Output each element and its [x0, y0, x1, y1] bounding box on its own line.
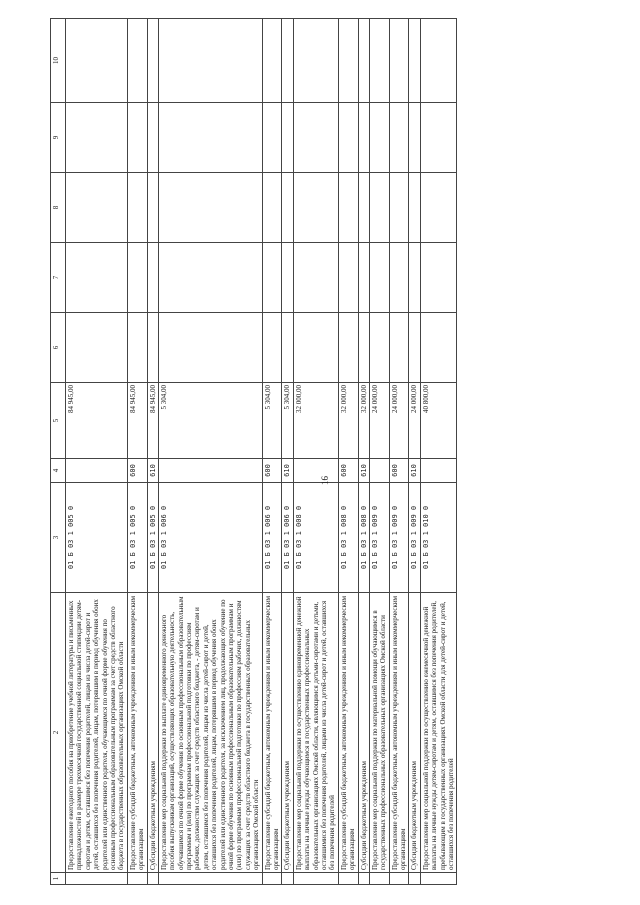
empty-cell	[127, 103, 147, 173]
row-amount: 40 800,00	[420, 383, 457, 459]
empty-cell	[389, 103, 409, 173]
row-description: Субсидии бюджетным учреждениям	[147, 593, 158, 873]
row-code: 01 Б 03 1 008 0	[293, 483, 338, 593]
empty-cell	[338, 243, 358, 313]
row-marker-cell	[338, 873, 358, 885]
empty-cell	[282, 103, 293, 173]
empty-cell	[358, 313, 369, 383]
row-marker-cell	[358, 873, 369, 885]
row-marker-cell	[420, 873, 457, 885]
row-amount: 5 304,00	[282, 383, 293, 459]
empty-cell	[369, 243, 389, 313]
row-description: Предоставление мер социальной поддержки по выплате единовременного денежного пособия выпускникам организаций, осуществляющих образовательную деятельность, обучавшимся по очной форме обучения по основным профессиональным образовательным программам и (или) по программам профессиональной подготовки по профессиям рабочих, должностям служащих за счет средств областного бюджета, - детям-сиротам и детям, оставшимся без попечения родителей, лицам из числа детей-сирот и детей, оставшихся без попечения родителей, лицам, потерявшим в период обучения обоих родителей или единственного родителя, за исключением лиц, продолжающих обучение по очной форме обучения по основным профессиональным образовательным программам и (или) по программам профессиональной подготовки по профессиям рабочих, должностям служащих за счет средств областного бюджета в государственных образовательных организациях Омской области	[158, 593, 262, 873]
empty-cell	[409, 243, 420, 313]
empty-cell	[158, 19, 262, 103]
empty-cell	[127, 173, 147, 243]
empty-cell	[262, 173, 282, 243]
row-amount: 32 000,00	[358, 383, 369, 459]
row-marker-cell	[262, 873, 282, 885]
row-amount: 84 945,00	[127, 383, 147, 459]
empty-cell	[338, 313, 358, 383]
row-expense-type	[158, 459, 262, 483]
row-expense-type: 600	[338, 459, 358, 483]
empty-cell	[66, 19, 128, 103]
row-code: 01 Б 03 1 008 0	[358, 483, 369, 593]
row-code: 01 Б 03 1 010 0	[420, 483, 457, 593]
row-expense-type: 600	[262, 459, 282, 483]
row-amount: 32 000,00	[293, 383, 338, 459]
empty-cell	[358, 173, 369, 243]
row-code: 01 Б 03 1 009 0	[409, 483, 420, 593]
row-code: 01 Б 03 1 009 0	[389, 483, 409, 593]
empty-cell	[127, 19, 147, 103]
empty-cell	[293, 19, 338, 103]
empty-cell	[389, 173, 409, 243]
empty-cell	[389, 19, 409, 103]
empty-cell	[409, 313, 420, 383]
row-code: 01 Б 03 1 006 0	[282, 483, 293, 593]
empty-cell	[282, 19, 293, 103]
empty-cell	[127, 313, 147, 383]
empty-cell	[282, 313, 293, 383]
empty-cell	[158, 243, 262, 313]
column-number: 8	[51, 173, 66, 243]
table-row	[409, 19, 420, 885]
row-amount: 5 304,00	[262, 383, 282, 459]
empty-cell	[358, 103, 369, 173]
empty-cell	[369, 103, 389, 173]
row-expense-type	[420, 459, 457, 483]
empty-cell	[389, 313, 409, 383]
row-expense-type	[369, 459, 389, 483]
empty-cell	[158, 313, 262, 383]
column-number: 6	[51, 313, 66, 383]
row-expense-type	[66, 459, 128, 483]
column-number: 7	[51, 243, 66, 313]
empty-cell	[262, 243, 282, 313]
row-amount: 24 000,00	[369, 383, 389, 459]
empty-cell	[66, 313, 128, 383]
empty-cell	[293, 243, 338, 313]
table-row	[293, 19, 338, 885]
row-description: Предоставление субсидий бюджетным, автономным учреждениям и иным некоммерческим организациям	[338, 593, 358, 873]
row-code: 01 Б 03 1 005 0	[127, 483, 147, 593]
page-number: 16	[320, 476, 330, 485]
table-row	[262, 19, 282, 885]
row-description: Субсидии бюджетным учреждениям	[358, 593, 369, 873]
empty-cell	[147, 313, 158, 383]
empty-cell	[282, 173, 293, 243]
row-description: Предоставление мер социальной поддержки по осуществлению единовременной денежной выплаты на личные нужды обучающимся в государственных профессиональных образовательных организациях Омской области, являющимся детьми-сиротами и детьми, оставшимися без попечения родителей, лицами из числа детей-сирот и детей, оставшихся без попечения родителей	[293, 593, 338, 873]
empty-cell	[147, 243, 158, 313]
corner-cell: 1	[51, 873, 66, 885]
empty-cell	[147, 19, 158, 103]
table-row	[282, 19, 293, 885]
empty-cell	[358, 19, 369, 103]
empty-cell	[282, 243, 293, 313]
empty-cell	[66, 243, 128, 313]
empty-cell	[369, 313, 389, 383]
empty-cell	[420, 19, 457, 103]
empty-cell	[293, 313, 338, 383]
empty-cell	[66, 103, 128, 173]
row-amount: 84 945,00	[147, 383, 158, 459]
row-code: 01 Б 03 1 006 0	[158, 483, 262, 593]
row-marker-cell	[66, 873, 128, 885]
empty-cell	[158, 173, 262, 243]
row-code: 01 Б 03 1 005 0	[66, 483, 128, 593]
row-description: Предоставление субсидий бюджетным, автономным учреждениям и иным некоммерческим организациям	[262, 593, 282, 873]
empty-cell	[420, 313, 457, 383]
row-marker-cell	[282, 873, 293, 885]
column-number-row	[51, 19, 66, 885]
row-description: Субсидии бюджетным учреждениям	[282, 593, 293, 873]
empty-cell	[127, 243, 147, 313]
row-description: Предоставление мер социальной поддержки по осуществлению ежемесячной денежной выплаты на личные нужды детям-сиротам и детям, оставшимся без попечения родителей, пребывающим в государственных организациях Омской области для детей-сирот и детей, оставшихся без попечения родителей	[420, 593, 457, 873]
empty-cell	[147, 103, 158, 173]
empty-cell	[147, 173, 158, 243]
empty-cell	[262, 313, 282, 383]
empty-cell	[420, 243, 457, 313]
row-expense-type: 610	[409, 459, 420, 483]
column-number: 2	[51, 593, 66, 873]
row-code: 01 Б 03 1 005 0	[147, 483, 158, 593]
row-amount: 32 000,00	[338, 383, 358, 459]
empty-cell	[338, 19, 358, 103]
empty-cell	[389, 243, 409, 313]
row-expense-type: 600	[127, 459, 147, 483]
table-row	[389, 19, 409, 885]
row-marker-cell	[127, 873, 147, 885]
row-marker-cell	[158, 873, 262, 885]
table-row	[338, 19, 358, 885]
row-marker-cell	[369, 873, 389, 885]
row-expense-type: 610	[358, 459, 369, 483]
table-row	[147, 19, 158, 885]
empty-cell	[66, 173, 128, 243]
row-expense-type	[293, 459, 338, 483]
empty-cell	[420, 103, 457, 173]
column-number: 9	[51, 103, 66, 173]
row-code: 01 Б 03 1 009 0	[369, 483, 389, 593]
table-row	[158, 19, 262, 885]
empty-cell	[409, 19, 420, 103]
empty-cell	[369, 19, 389, 103]
row-description: Субсидии бюджетным учреждениям	[409, 593, 420, 873]
column-number: 4	[51, 459, 66, 483]
row-marker-cell	[293, 873, 338, 885]
table-row	[369, 19, 389, 885]
row-code: 01 Б 03 1 008 0	[338, 483, 358, 593]
row-amount: 24 000,00	[409, 383, 420, 459]
row-marker-cell	[147, 873, 158, 885]
empty-cell	[358, 243, 369, 313]
empty-cell	[338, 103, 358, 173]
table-row	[127, 19, 147, 885]
column-number: 10	[51, 19, 66, 103]
row-description: Предоставление мер социальной поддержки по материальной помощи обучающимся в государственных профессиональных образовательных организациях Омской области	[369, 593, 389, 873]
empty-cell	[409, 103, 420, 173]
row-description: Предоставление субсидий бюджетным, автономным учреждениям и иным некоммерческим организациям	[127, 593, 147, 873]
table-row	[358, 19, 369, 885]
empty-cell	[420, 173, 457, 243]
table-row	[66, 19, 128, 885]
empty-cell	[293, 103, 338, 173]
empty-cell	[262, 103, 282, 173]
empty-cell	[369, 173, 389, 243]
budget-table	[50, 18, 457, 885]
row-expense-type: 600	[389, 459, 409, 483]
row-amount: 5 304,00	[158, 383, 262, 459]
row-description: Предоставление субсидий бюджетным, автономным учреждениям и иным некоммерческим организациям	[389, 593, 409, 873]
row-expense-type: 610	[147, 459, 158, 483]
empty-cell	[338, 173, 358, 243]
row-description: Предоставление ежегодного пособия на приобретение учебной литературы и письменных принадлежностей в размере трехмесячной государственной социальной стипендии детям-сиротам и детям, оставшимся без попечения родителей, лицам из числа детей-сирот и детей, оставшихся без попечения родителей, лицам, потерявшим в период обучения обоих родителей или единственного родителя, обучающимся по очной форме обучения по основным профессиональным образовательным программам за счет средств областного бюджета в государственных образовательных организациях Омской области	[66, 593, 128, 873]
row-amount: 24 000,00	[389, 383, 409, 459]
row-expense-type: 610	[282, 459, 293, 483]
row-marker-cell	[389, 873, 409, 885]
row-code: 01 Б 03 1 006 0	[262, 483, 282, 593]
empty-cell	[262, 19, 282, 103]
row-amount: 84 945,00	[66, 383, 128, 459]
empty-cell	[409, 173, 420, 243]
table-row	[420, 19, 457, 885]
column-number: 3	[51, 483, 66, 593]
column-number: 5	[51, 383, 66, 459]
empty-cell	[293, 173, 338, 243]
empty-cell	[158, 103, 262, 173]
row-marker-cell	[409, 873, 420, 885]
